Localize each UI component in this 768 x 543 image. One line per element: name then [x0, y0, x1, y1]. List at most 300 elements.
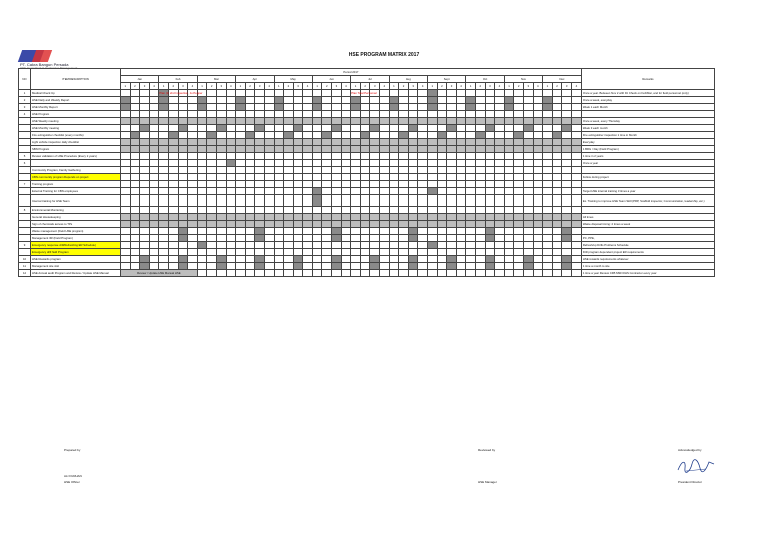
schedule-cell — [428, 97, 438, 104]
schedule-cell — [543, 256, 553, 263]
schedule-cell — [495, 90, 505, 97]
schedule-cell — [447, 118, 457, 125]
schedule-cell — [197, 160, 207, 167]
schedule-cell — [168, 104, 178, 111]
week-header: 2 — [360, 83, 370, 90]
schedule-cell — [351, 125, 361, 132]
schedule-cell — [226, 160, 236, 167]
week-header: 4 — [226, 83, 236, 90]
schedule-cell — [188, 139, 198, 146]
schedule-cell — [293, 132, 303, 139]
schedule-cell — [197, 111, 207, 118]
schedule-cell — [428, 235, 438, 242]
schedule-cell — [312, 153, 322, 160]
schedule-cell — [504, 97, 514, 104]
schedule-cell — [399, 132, 409, 139]
row-number — [19, 249, 31, 256]
schedule-cell — [216, 242, 226, 249]
schedule-cell — [428, 153, 438, 160]
schedule-cell — [178, 214, 188, 221]
schedule-cell — [216, 97, 226, 104]
schedule-cell — [216, 249, 226, 256]
schedule-cell — [456, 249, 466, 256]
schedule-cell — [571, 90, 581, 97]
schedule-cell — [322, 111, 332, 118]
schedule-cell — [523, 235, 533, 242]
week-header: 3 — [523, 83, 533, 90]
schedule-cell — [360, 118, 370, 125]
schedule-cell — [207, 263, 217, 270]
schedule-cell — [236, 118, 246, 125]
schedule-cell — [428, 249, 438, 256]
schedule-cell — [571, 228, 581, 235]
schedule-cell — [216, 270, 226, 277]
schedule-cell — [341, 125, 351, 132]
schedule-cell — [428, 139, 438, 146]
schedule-cell — [533, 97, 543, 104]
schedule-cell — [380, 207, 390, 214]
schedule-cell — [188, 174, 198, 181]
schedule-cell — [149, 118, 159, 125]
schedule-cell — [159, 195, 169, 207]
schedule-cell — [322, 181, 332, 188]
schedule-cell — [159, 235, 169, 242]
table-row — [19, 249, 715, 256]
schedule-cell — [149, 242, 159, 249]
schedule-cell — [495, 160, 505, 167]
schedule-cell — [523, 104, 533, 111]
schedule-cell — [197, 214, 207, 221]
schedule-cell — [351, 235, 361, 242]
schedule-cell — [351, 132, 361, 139]
schedule-cell — [485, 228, 495, 235]
row-number: 4 — [19, 111, 31, 118]
schedule-cell — [360, 104, 370, 111]
schedule-cell — [264, 118, 274, 125]
schedule-cell — [255, 214, 265, 221]
acknowledged-role: President Director — [678, 480, 703, 484]
schedule-cell — [236, 207, 246, 214]
schedule-cell — [370, 221, 380, 228]
schedule-cell — [408, 249, 418, 256]
schedule-cell — [495, 263, 505, 270]
schedule-cell — [428, 256, 438, 263]
schedule-cell — [351, 207, 361, 214]
schedule-cell — [168, 181, 178, 188]
schedule-cell — [159, 111, 169, 118]
row-item: General Housekeeping — [31, 214, 121, 221]
schedule-cell — [571, 195, 581, 207]
schedule-cell — [178, 118, 188, 125]
schedule-cell — [303, 104, 313, 111]
schedule-cell — [303, 118, 313, 125]
schedule-cell — [552, 139, 562, 146]
schedule-cell — [188, 125, 198, 132]
schedule-cell — [389, 270, 399, 277]
row-item: HSE Rewards program — [31, 256, 121, 263]
schedule-cell — [312, 104, 322, 111]
schedule-cell — [216, 167, 226, 174]
schedule-cell — [447, 125, 457, 132]
row-item: Management 3R (Field Program) — [31, 235, 121, 242]
schedule-cell — [485, 249, 495, 256]
schedule-cell — [552, 214, 562, 221]
row-number: 6 — [19, 160, 31, 167]
schedule-cell — [341, 207, 351, 214]
schedule-cell — [437, 139, 447, 146]
schedule-cell — [571, 174, 581, 181]
schedule-cell — [380, 214, 390, 221]
schedule-cell — [207, 167, 217, 174]
schedule-cell — [312, 188, 322, 195]
schedule-cell — [159, 256, 169, 263]
schedule-cell — [475, 167, 485, 174]
schedule-cell — [485, 256, 495, 263]
schedule-cell — [408, 242, 418, 249]
schedule-cell — [236, 146, 246, 153]
schedule-cell — [533, 235, 543, 242]
schedule-cell — [255, 263, 265, 270]
schedule-cell — [264, 235, 274, 242]
schedule-cell — [370, 270, 380, 277]
schedule-cell — [216, 235, 226, 242]
schedule-cell — [130, 195, 140, 207]
schedule-cell — [216, 125, 226, 132]
schedule-cell — [571, 104, 581, 111]
schedule-cell — [475, 118, 485, 125]
schedule-cell — [428, 104, 438, 111]
schedule-cell — [255, 111, 265, 118]
schedule-cell — [437, 235, 447, 242]
schedule-cell — [552, 146, 562, 153]
schedule-cell — [562, 90, 572, 97]
schedule-cell — [168, 132, 178, 139]
schedule-cell — [447, 188, 457, 195]
schedule-cell — [552, 104, 562, 111]
schedule-cell — [380, 139, 390, 146]
schedule-cell — [543, 153, 553, 160]
schedule-cell — [562, 256, 572, 263]
schedule-cell — [351, 111, 361, 118]
schedule-cell — [466, 228, 476, 235]
schedule-cell — [418, 228, 428, 235]
table-row — [19, 118, 715, 125]
schedule-cell — [428, 146, 438, 153]
schedule-cell — [523, 263, 533, 270]
schedule-cell — [245, 263, 255, 270]
schedule-cell — [475, 160, 485, 167]
schedule-cell — [159, 188, 169, 195]
schedule-cell — [456, 139, 466, 146]
schedule-cell — [447, 207, 457, 214]
schedule-cell — [255, 118, 265, 125]
schedule-cell — [332, 214, 342, 221]
schedule-cell — [236, 174, 246, 181]
schedule-cell — [284, 263, 294, 270]
schedule-cell — [236, 249, 246, 256]
schedule-cell — [428, 214, 438, 221]
schedule-cell — [370, 181, 380, 188]
schedule-cell — [543, 104, 553, 111]
schedule-cell — [274, 174, 284, 181]
schedule-cell — [332, 125, 342, 132]
schedule-cell — [149, 146, 159, 153]
schedule-cell — [284, 195, 294, 207]
week-header: 4 — [418, 83, 428, 90]
schedule-cell — [437, 153, 447, 160]
schedule-cell — [418, 97, 428, 104]
schedule-cell — [562, 118, 572, 125]
logo-line2: HSE Consultant & Contractor Management — [20, 66, 78, 70]
schedule-cell — [475, 207, 485, 214]
schedule-cell — [370, 167, 380, 174]
schedule-cell — [264, 188, 274, 195]
schedule-cell — [255, 256, 265, 263]
table-row — [19, 153, 715, 160]
schedule-cell — [418, 111, 428, 118]
schedule-cell — [523, 90, 533, 97]
schedule-cell — [399, 111, 409, 118]
schedule-cell — [571, 160, 581, 167]
schedule-cell — [389, 153, 399, 160]
schedule-cell — [159, 228, 169, 235]
schedule-cell — [293, 118, 303, 125]
schedule-cell — [447, 249, 457, 256]
schedule-cell — [303, 125, 313, 132]
schedule-cell — [178, 97, 188, 104]
schedule-cell — [447, 104, 457, 111]
schedule-cell — [523, 174, 533, 181]
schedule-cell — [140, 146, 150, 153]
schedule-cell — [504, 153, 514, 160]
schedule-cell — [389, 139, 399, 146]
week-header: 1 — [543, 83, 553, 90]
table-row — [19, 256, 715, 263]
schedule-cell — [351, 263, 361, 270]
schedule-cell — [437, 160, 447, 167]
schedule-cell — [543, 235, 553, 242]
schedule-cell — [140, 90, 150, 97]
schedule-cell — [408, 146, 418, 153]
schedule-cell — [226, 221, 236, 228]
schedule-cell — [360, 270, 370, 277]
schedule-cell — [428, 174, 438, 181]
schedule-cell — [408, 97, 418, 104]
schedule-cell — [274, 139, 284, 146]
table-row — [19, 167, 715, 174]
schedule-cell — [159, 242, 169, 249]
schedule-cell — [293, 90, 303, 97]
schedule-cell — [303, 235, 313, 242]
schedule-cell — [264, 111, 274, 118]
schedule-cell — [178, 249, 188, 256]
schedule-cell — [322, 90, 332, 97]
schedule-cell — [341, 104, 351, 111]
schedule-cell — [197, 174, 207, 181]
schedule-cell — [322, 97, 332, 104]
row-item: HSE Monthly Report — [31, 104, 121, 111]
schedule-cell — [303, 228, 313, 235]
schedule-cell — [332, 146, 342, 153]
table-row — [19, 125, 715, 132]
schedule-cell — [293, 221, 303, 228]
schedule-cell — [332, 118, 342, 125]
schedule-cell — [571, 167, 581, 174]
schedule-cell — [399, 207, 409, 214]
schedule-cell — [332, 249, 342, 256]
schedule-cell — [495, 214, 505, 221]
schedule-cell — [399, 242, 409, 249]
schedule-cell — [370, 263, 380, 270]
schedule-cell — [514, 270, 524, 277]
schedule-cell — [360, 167, 370, 174]
schedule-cell — [341, 235, 351, 242]
schedule-cell — [360, 207, 370, 214]
schedule-cell — [168, 207, 178, 214]
schedule-cell — [389, 188, 399, 195]
schedule-cell — [140, 97, 150, 104]
schedule-cell — [437, 256, 447, 263]
schedule-cell — [447, 90, 457, 97]
schedule-cell — [188, 214, 198, 221]
schedule-cell — [332, 97, 342, 104]
schedule-cell — [312, 167, 322, 174]
schedule-cell — [130, 97, 140, 104]
schedule-cell — [168, 167, 178, 174]
schedule-cell — [332, 160, 342, 167]
schedule-cell — [188, 146, 198, 153]
schedule-cell — [332, 188, 342, 195]
schedule-cell — [523, 125, 533, 132]
schedule-cell — [552, 235, 562, 242]
schedule-cell — [514, 174, 524, 181]
schedule-cell — [322, 146, 332, 153]
schedule-cell — [140, 139, 150, 146]
schedule-cell — [341, 181, 351, 188]
schedule-cell — [456, 97, 466, 104]
schedule-cell — [399, 228, 409, 235]
schedule-cell — [495, 153, 505, 160]
schedule-cell — [245, 146, 255, 153]
schedule-cell — [428, 181, 438, 188]
row-item: Sign of chemicals access to TPs — [31, 221, 121, 228]
schedule-cell — [495, 188, 505, 195]
schedule-cell — [437, 270, 447, 277]
schedule-cell — [380, 235, 390, 242]
schedule-cell — [236, 153, 246, 160]
schedule-cell — [322, 174, 332, 181]
schedule-cell — [226, 214, 236, 221]
schedule-cell — [341, 97, 351, 104]
schedule-cell — [389, 207, 399, 214]
schedule-cell — [216, 221, 226, 228]
schedule-cell — [245, 221, 255, 228]
schedule-cell — [236, 167, 246, 174]
schedule-cell — [514, 214, 524, 221]
schedule-cell — [562, 242, 572, 249]
schedule-cell — [523, 146, 533, 153]
schedule-cell — [264, 90, 274, 97]
schedule-cell — [284, 174, 294, 181]
schedule-cell — [485, 214, 495, 221]
schedule-cell — [380, 125, 390, 132]
schedule-cell — [533, 249, 543, 256]
schedule-cell — [418, 174, 428, 181]
schedule-cell — [533, 153, 543, 160]
hse-matrix-table — [18, 68, 715, 277]
schedule-cell — [389, 132, 399, 139]
schedule-cell — [389, 125, 399, 132]
schedule-cell — [447, 263, 457, 270]
schedule-cell — [533, 160, 543, 167]
schedule-cell — [303, 214, 313, 221]
schedule-cell — [245, 132, 255, 139]
week-header: 1 — [121, 83, 131, 90]
schedule-cell — [562, 146, 572, 153]
schedule-cell — [312, 111, 322, 118]
schedule-cell — [245, 153, 255, 160]
schedule-cell — [523, 188, 533, 195]
schedule-cell — [514, 263, 524, 270]
schedule-cell — [188, 167, 198, 174]
schedule-cell — [207, 214, 217, 221]
table-row — [19, 104, 715, 111]
schedule-cell — [543, 90, 553, 97]
schedule-cell — [341, 118, 351, 125]
schedule-cell — [207, 235, 217, 242]
schedule-cell — [178, 167, 188, 174]
schedule-cell — [332, 256, 342, 263]
schedule-cell — [571, 146, 581, 153]
schedule-cell — [485, 111, 495, 118]
schedule-cell — [533, 221, 543, 228]
schedule-cell — [533, 90, 543, 97]
schedule-cell — [264, 139, 274, 146]
schedule-cell — [236, 270, 246, 277]
reviewed-label: Reviewed by — [478, 448, 496, 452]
schedule-cell — [168, 228, 178, 235]
schedule-cell — [389, 97, 399, 104]
schedule-cell — [130, 125, 140, 132]
schedule-cell — [514, 207, 524, 214]
week-header: 4 — [495, 83, 505, 90]
schedule-cell — [523, 111, 533, 118]
schedule-cell — [456, 207, 466, 214]
schedule-cell — [360, 139, 370, 146]
schedule-cell — [140, 221, 150, 228]
schedule-cell — [178, 160, 188, 167]
schedule-cell — [533, 195, 543, 207]
schedule-cell — [447, 132, 457, 139]
schedule-cell — [504, 146, 514, 153]
schedule-cell — [370, 228, 380, 235]
schedule-cell — [418, 242, 428, 249]
week-header: 4 — [380, 83, 390, 90]
schedule-cell — [552, 90, 562, 97]
schedule-cell — [523, 153, 533, 160]
schedule-cell — [543, 132, 553, 139]
schedule-cell — [284, 111, 294, 118]
schedule-cell — [380, 160, 390, 167]
schedule-cell — [418, 181, 428, 188]
schedule-cell — [360, 228, 370, 235]
schedule-cell — [188, 221, 198, 228]
schedule-cell — [274, 242, 284, 249]
schedule-cell — [121, 256, 131, 263]
schedule-cell — [159, 160, 169, 167]
schedule-cell — [571, 188, 581, 195]
schedule-cell — [322, 118, 332, 125]
